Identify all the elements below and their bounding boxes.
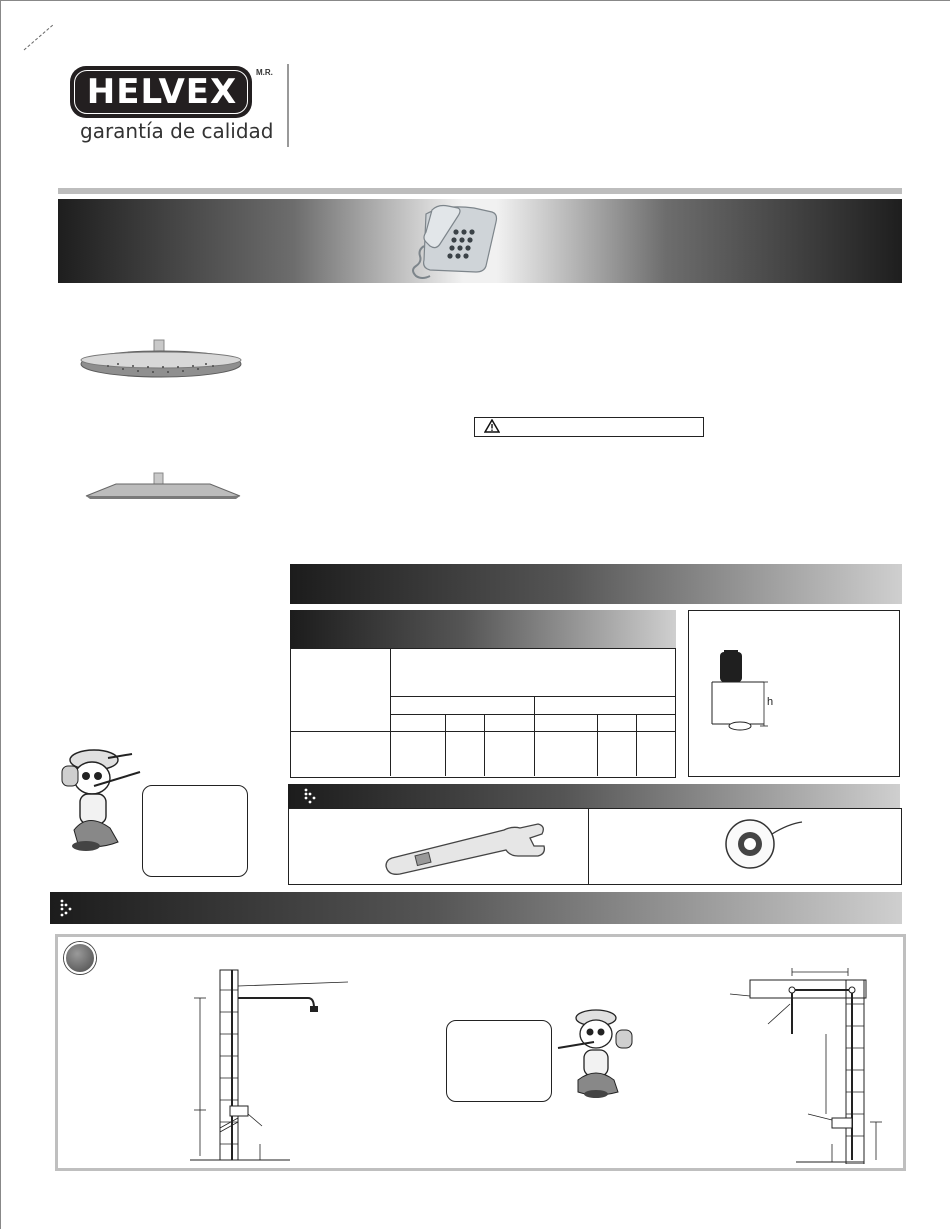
telephone-icon (396, 202, 508, 282)
installation-speech-bubble (446, 1020, 552, 1102)
tools-section-bar (288, 784, 900, 808)
table-hline (391, 696, 675, 697)
warning-box (474, 417, 704, 437)
round-shower-head-image (78, 336, 244, 384)
crop-mark (20, 20, 60, 60)
specs-section-bar (290, 564, 902, 604)
teflon-tape-icon (716, 818, 806, 870)
table-vline (445, 715, 446, 776)
registered-mark: M.R. (256, 68, 273, 77)
header-rule (58, 188, 902, 194)
page-border-left (0, 0, 1, 1229)
step-number-circle (64, 942, 96, 974)
logo-wordmark: HELVEX (86, 72, 238, 112)
square-shower-head-image (80, 472, 246, 502)
table-hline (391, 714, 675, 715)
warning-triangle-icon (484, 419, 500, 433)
height-label: h (767, 696, 774, 708)
adjustable-wrench-icon (378, 816, 548, 876)
tools-divider (588, 808, 589, 884)
table-vline (636, 715, 637, 776)
logo-tagline: garantía de calidad (80, 119, 274, 143)
pressure-table-bar (290, 610, 676, 648)
plumber-mascot-icon (556, 1004, 640, 1100)
pressure-table (290, 648, 676, 778)
table-vline (390, 648, 391, 776)
ceiling-arm-installation-drawing (728, 964, 888, 1164)
water-tank-icon (706, 648, 786, 734)
table-hline (290, 731, 675, 732)
header-separator (287, 64, 289, 147)
wall-arm-installation-drawing (190, 968, 350, 1164)
triple-chevron-icon (58, 898, 74, 918)
plumber-mascot-icon (48, 742, 148, 856)
table-vline (534, 697, 535, 776)
table-vline (484, 715, 485, 776)
triple-chevron-icon (302, 787, 318, 805)
installation-section-bar (50, 892, 902, 924)
mascot-speech-bubble (142, 785, 248, 877)
table-vline (597, 715, 598, 776)
page-border-top (0, 0, 950, 1)
